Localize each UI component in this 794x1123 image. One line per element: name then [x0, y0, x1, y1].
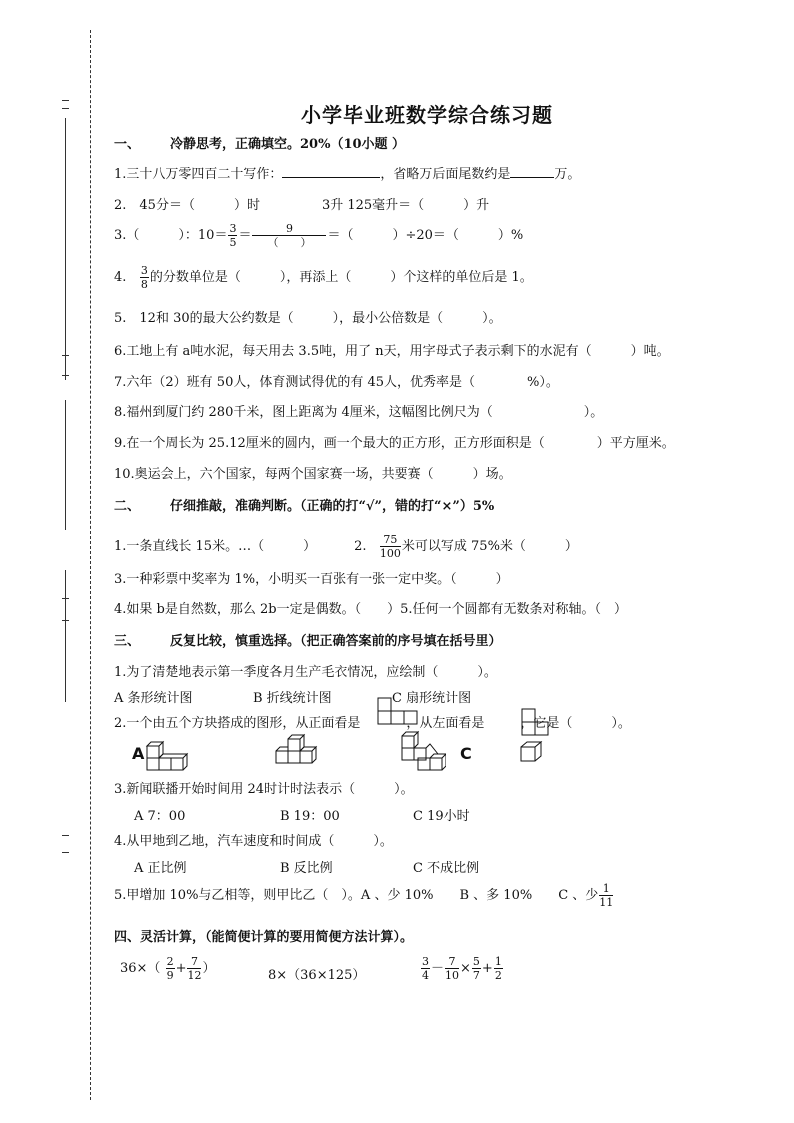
margin-tick — [62, 620, 69, 621]
fraction: $\frac{5}{7}$ — [472, 955, 480, 982]
question-2-3: 3.一种彩票中奖率为 1%，小明买一百张有一张一定中奖。（ ） — [114, 572, 509, 587]
margin-line — [65, 400, 66, 530]
expression-2: 8×（36×125） — [268, 968, 366, 983]
cube-figure-a-icon[interactable] — [143, 740, 195, 774]
expression-text: ） — [202, 961, 216, 976]
question-text: 的分数单位是（ ），再添上（ ）个这样的单位后是 1。 — [149, 270, 533, 285]
answer-blank[interactable] — [510, 165, 554, 178]
cube-figure-b-icon[interactable] — [272, 733, 324, 773]
section-number: 三、 — [114, 634, 141, 649]
section-number: 二、 — [114, 499, 141, 514]
fraction: $\frac{3}{4}$ — [422, 955, 429, 982]
question-text: 5.甲增加 10%与乙相等，则甲比乙（ ）。A 、少 10% B 、多 10% C 、少 — [114, 888, 599, 903]
fraction: $\frac{1}{2}$ — [494, 955, 502, 982]
margin-line — [65, 118, 66, 380]
question-3-3: 3.新闻联播开始时间用 24时计时法表示（ ）。 — [114, 782, 414, 797]
question-3-5 — [114, 882, 614, 909]
option-c[interactable]: C 不成比例 — [413, 861, 480, 876]
section-2-heading — [114, 495, 494, 514]
answer-blank[interactable] — [282, 165, 380, 178]
question-text: 3.（ ）：10＝ — [114, 228, 228, 243]
section-1-heading — [114, 133, 405, 152]
fraction: $\frac{7}{10}$ — [445, 955, 460, 982]
section-text: 仔细推敲，准确判断。（正确的打“√”，错的打“×”）5% — [170, 499, 495, 514]
option-c-label[interactable]: C — [460, 744, 472, 763]
operator: + — [175, 961, 187, 976]
question-1-2 — [114, 194, 489, 213]
section-number: 一、 — [114, 137, 141, 152]
fraction: $\frac{9}{( )}$ — [252, 222, 326, 249]
question-text: 2. 45分＝（ ）时 — [114, 198, 260, 213]
question-text: 米可以写成 75%米（ ） — [401, 539, 578, 554]
margin-tick — [62, 835, 69, 836]
question-1-10: 10.奥运会上，六个国家，每两个国家赛一场，共要赛（ ）场。 — [114, 467, 512, 482]
question-text: ＝（ ）÷20＝（ ）% — [327, 228, 524, 243]
front-view-icon — [377, 697, 419, 725]
question-1-3 — [114, 222, 523, 249]
question-text: 2.一个由五个方块搭成的图形，从正面看是 — [114, 716, 361, 731]
question-text: ，省略万后面尾数约是 — [380, 167, 511, 182]
fraction: $\frac{3}{8}$ — [140, 264, 148, 291]
fraction: $\frac{1}{11}$ — [599, 882, 614, 909]
operator: + — [481, 961, 493, 976]
option-a[interactable]: A 7：00 — [134, 809, 186, 824]
left-view-icon — [521, 708, 549, 736]
page-title: 小学毕业班数学综合练习题 — [301, 103, 553, 127]
question-text: 4. — [114, 270, 127, 285]
question-1-9: 9.在一个周长为 25.12厘米的圆内，画一个最大的正方形，正方形面积是（ ）平方厘米。 — [114, 436, 675, 451]
margin-tick — [62, 598, 69, 599]
question-text: 1.三十八万零四百二十写作： — [114, 167, 283, 182]
section-text: 冷静思考，正确填空。20%（10小题 ） — [170, 137, 406, 152]
question-text: 万。 — [554, 167, 581, 182]
margin-tick — [62, 852, 69, 853]
cube-figure-c-icon[interactable] — [398, 730, 446, 774]
question-2-1 — [114, 533, 578, 560]
question-3-4: 4.从甲地到乙地，汽车速度和时间成（ ）。 — [114, 834, 393, 849]
section-text: 反复比较，慎重选择。（把正确答案前的序号填在括号里） — [170, 634, 502, 649]
question-text: ，从左面看是 — [406, 716, 485, 731]
section-3-heading — [114, 630, 502, 649]
question-1-8: 8.福州到厦门约 280千米，图上距离为 4厘米，这幅图比例尺为（ ）。 — [114, 405, 604, 420]
question-1-7: 7.六年（2）班有 50人，体育测试得优的有 45人，优秀率是（ %）。 — [114, 375, 559, 390]
question-text: 2. — [354, 539, 367, 554]
option-c[interactable]: C 19小时 — [413, 809, 470, 824]
question-text: ，它是（ ）。 — [520, 716, 631, 731]
expression-3 — [420, 955, 504, 982]
margin-tick — [62, 375, 69, 376]
binding-dashed-line — [90, 30, 91, 1100]
cube-figure-d-icon[interactable] — [519, 740, 545, 764]
fraction: $\frac{2}{9}$ — [166, 955, 174, 982]
fraction: $\frac{75}{100}$ — [379, 533, 401, 560]
question-text: ＝ — [238, 228, 252, 243]
expression-text: 36×（ — [120, 961, 161, 976]
option-b[interactable]: B 折线统计图 — [253, 691, 332, 706]
margin-line — [65, 570, 66, 702]
question-1-4 — [114, 264, 533, 291]
operator: － — [431, 961, 445, 976]
question-3-1: 1.为了清楚地表示第一季度各月生产毛衣情况，应绘制（ ）。 — [114, 665, 497, 680]
option-a[interactable]: A 条形统计图 — [114, 691, 193, 706]
option-b[interactable]: B 19：00 — [280, 809, 340, 824]
expression-1 — [120, 955, 216, 982]
question-1-1 — [114, 163, 580, 182]
fraction: $\frac{7}{12}$ — [187, 955, 202, 982]
question-text: 3升 125毫升＝（ ）升 — [321, 198, 490, 213]
margin-tick — [62, 355, 69, 356]
option-b[interactable]: B 反比例 — [280, 861, 333, 876]
question-1-5: 5. 12和 30的最大公约数是（ ），最小公倍数是（ ）。 — [114, 311, 502, 326]
option-c[interactable]: C 扇形统计图 — [392, 691, 472, 706]
question-3-2 — [114, 712, 631, 731]
option-a[interactable]: A 正比例 — [134, 861, 187, 876]
fraction: $\frac{3}{5}$ — [229, 222, 237, 249]
section-4-heading: 四、灵活计算，（能简便计算的要用简便方法计算）。 — [114, 930, 414, 945]
question-2-4-5: 4.如果 b是自然数，那么 2b一定是偶数。（ ）5.任何一个圆都有无数条对称轴。（ ） — [114, 602, 627, 617]
option-a-label[interactable]: A — [132, 744, 145, 763]
question-text: 1.一条直线长 15米。…（ ） — [114, 539, 317, 554]
question-1-6: 6.工地上有 a吨水泥，每天用去 3.5吨，用了 n天，用字母式子表示剩下的水泥有（ ）吨。 — [114, 344, 670, 359]
operator: × — [460, 961, 471, 976]
